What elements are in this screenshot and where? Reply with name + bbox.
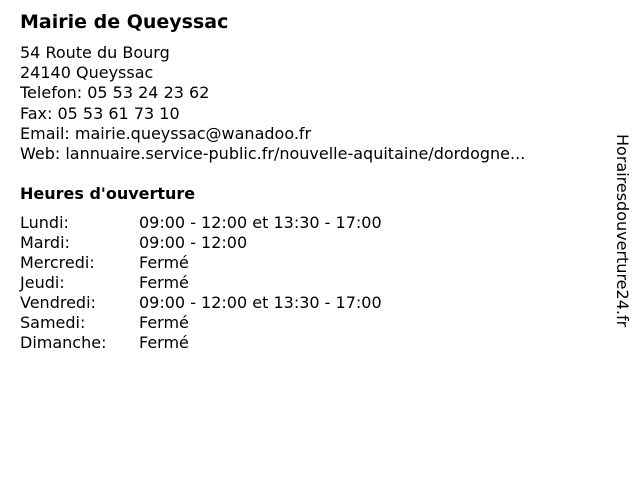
- time-value: 09:00 - 12:00 et 13:30 - 17:00: [139, 293, 382, 312]
- site-watermark: Horairesdouverture24.fr: [613, 134, 632, 328]
- address-block: [20, 43, 525, 164]
- day-label: Lundi:: [20, 213, 69, 232]
- time-value: Fermé: [139, 273, 189, 292]
- hours-row-thursday: [20, 273, 382, 293]
- hours-row-saturday: [20, 313, 382, 333]
- day-label: Dimanche:: [20, 333, 107, 352]
- hours-row-wednesday: [20, 253, 382, 273]
- time-value: 09:00 - 12:00 et 13:30 - 17:00: [139, 213, 382, 232]
- day-label: Samedi:: [20, 313, 86, 332]
- street-address: 54 Route du Bourg: [20, 43, 170, 62]
- time-value: Fermé: [139, 313, 189, 332]
- city-address: 24140 Queyssac: [20, 63, 154, 83]
- time-value: 09:00 - 12:00: [139, 233, 248, 252]
- day-label: Jeudi:: [20, 273, 65, 292]
- time-value: Fermé: [139, 253, 189, 272]
- fax-number: Fax: 05 53 61 73 10: [20, 103, 180, 123]
- hours-heading: Heures d'ouverture: [20, 184, 196, 203]
- opening-hours-list: [20, 213, 382, 353]
- website: Web: lannuaire.service-public.fr/nouvelle-aquitaine/dordogne...: [20, 144, 526, 164]
- day-label: Mercredi:: [20, 253, 95, 272]
- time-value: Fermé: [139, 333, 189, 352]
- day-label: Vendredi:: [20, 293, 96, 312]
- hours-row-friday: [20, 293, 382, 313]
- page-title: Mairie de Queyssac: [20, 11, 229, 33]
- hours-row-sunday: [20, 333, 382, 353]
- email-address: Email: mairie.queyssac@wanadoo.fr: [20, 123, 312, 143]
- day-label: Mardi:: [20, 233, 70, 252]
- phone-number: Telefon: 05 53 24 23 62: [20, 83, 210, 103]
- hours-row-monday: [20, 213, 382, 233]
- hours-row-tuesday: [20, 233, 382, 253]
